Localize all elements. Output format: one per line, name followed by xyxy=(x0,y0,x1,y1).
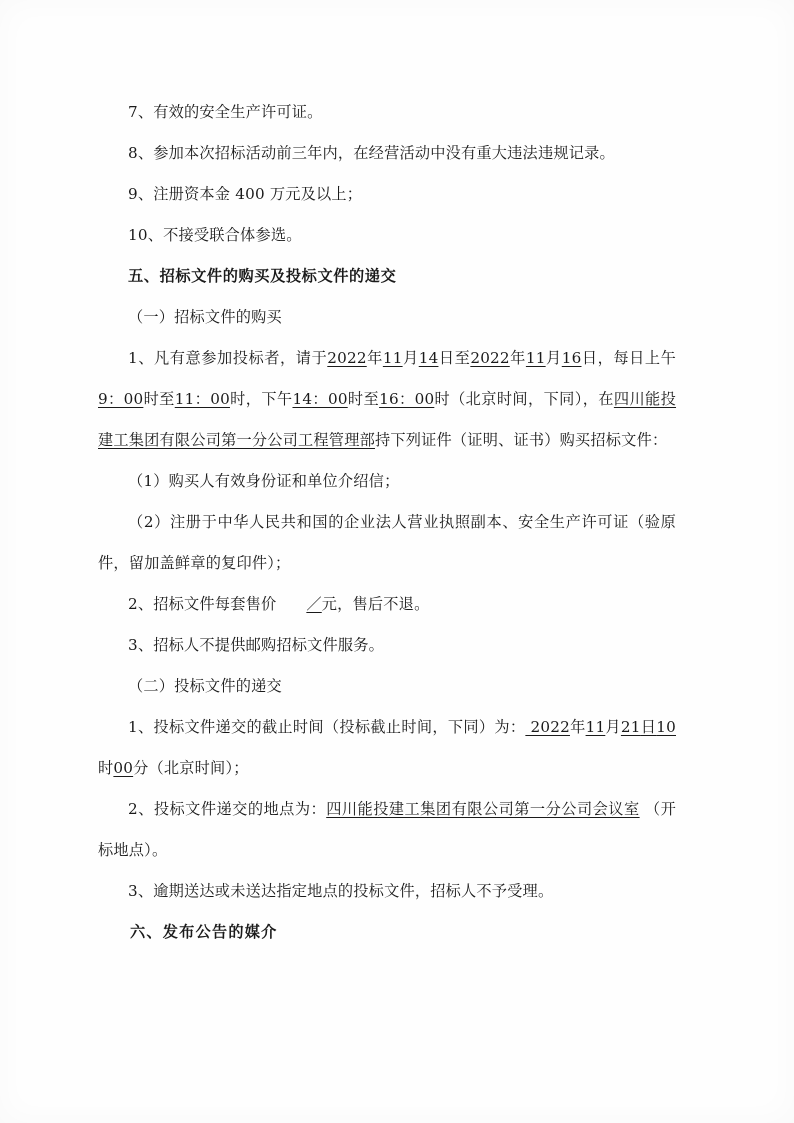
paragraph-section-five-heading xyxy=(98,256,676,297)
underlined-run: 14 xyxy=(418,349,439,367)
paragraph-subsection-one xyxy=(98,297,676,338)
underlined-run: 2022 xyxy=(470,349,510,367)
text-run: 月 xyxy=(605,718,621,736)
paragraph-purchase-item-3 xyxy=(98,625,676,666)
text-run: 9、注册资本金 400 万元及以上； xyxy=(128,185,363,203)
text-run: 日，每日上午 xyxy=(581,349,677,367)
paragraph-item-9 xyxy=(98,174,676,215)
text-run: 年 xyxy=(366,349,383,367)
paragraph-purchase-item-1 xyxy=(98,338,676,461)
text-run: 1、投标文件递交的截止时间（投标截止时间，下同）为： xyxy=(128,718,526,736)
text-run: （1）购买人有效身份证和单位介绍信； xyxy=(128,472,400,490)
text-run: 月 xyxy=(545,349,562,367)
text-run: 时（北京时间，下同），在 xyxy=(434,390,614,408)
underlined-run: 四川能投建工集团有限公司第一分公司会议室 xyxy=(326,800,640,818)
text-run: 8、参加本次招标活动前三年内，在经营活动中没有重大违法违规记录。 xyxy=(128,144,615,162)
underlined-run: 16 xyxy=(561,349,582,367)
paragraph-submit-item-2 xyxy=(98,789,676,871)
text-run: 时 xyxy=(98,759,114,777)
text-run: （一）招标文件的购买 xyxy=(128,308,282,326)
text-run: 年 xyxy=(509,349,526,367)
text-run: 元，售后不退。 xyxy=(321,595,430,613)
document-body xyxy=(98,92,676,953)
underlined-run: 2022 xyxy=(525,718,570,736)
text-run: 3、招标人不提供邮购招标文件服务。 xyxy=(128,636,385,654)
paragraph-subsection-two xyxy=(98,666,676,707)
text-run: 月 xyxy=(402,349,419,367)
paragraph-item-8 xyxy=(98,133,676,174)
underlined-run: 00 xyxy=(113,759,134,777)
text-run: 时至 xyxy=(347,390,380,408)
underlined-run: 10 xyxy=(656,718,676,736)
underlined-run: 2022 xyxy=(327,349,367,367)
text-run: （二）投标文件的递交 xyxy=(128,677,282,695)
text-run: 五、招标文件的购买及投标文件的递交 xyxy=(128,267,397,285)
underlined-run: 11：00 xyxy=(174,390,230,408)
text-run: 3、逾期送达或未送达指定地点的投标文件，招标人不予受理。 xyxy=(128,882,554,900)
text-run: 持下列证件（证明、证书）购买招标文件： xyxy=(374,431,668,449)
text-run: 2、投标文件递交的地点为： xyxy=(128,800,327,818)
text-run: 2、招标文件每套售价 xyxy=(128,595,277,613)
underlined-run: 16：00 xyxy=(379,390,435,408)
paragraph-purchase-doc-2 xyxy=(98,502,676,584)
paragraph-item-7 xyxy=(98,92,676,133)
paragraph-section-six-heading xyxy=(98,912,676,953)
underlined-run: 21 xyxy=(620,718,641,736)
underlined-run: 14：00 xyxy=(292,390,348,408)
paragraph-submit-item-3 xyxy=(98,871,676,912)
text-run: 10、不接受联合体参选。 xyxy=(128,226,302,244)
text-run: 年 xyxy=(569,718,586,736)
text-run: 1、凡有意参加投标者，请于 xyxy=(128,349,328,367)
text-run: （2）注册于中华人民共和国的企业法人营业执照副本、安全生产许可证（验原件，留加盖鲜章的复印件）； xyxy=(98,513,676,572)
underlined-run: 9：00 xyxy=(98,390,144,408)
paragraph-item-10 xyxy=(98,215,676,256)
underlined-run: 11 xyxy=(585,718,606,736)
text-run: 日至 xyxy=(438,349,471,367)
paragraph-purchase-item-2 xyxy=(98,584,676,625)
underlined-run: 四川能投建工集团有限公司第一分公司工程管理部 xyxy=(98,390,677,449)
underlined-run: 11 xyxy=(382,349,403,367)
text-run: 六、发布公告的媒介 xyxy=(130,923,278,941)
paragraph-submit-item-1 xyxy=(98,707,676,789)
text-run: 时，下午 xyxy=(229,390,293,408)
paragraph-purchase-doc-1 xyxy=(98,461,676,502)
text-run: （开标地点）。 xyxy=(98,800,676,859)
fill-in-blank: ／ xyxy=(306,595,322,613)
text-run: 分（北京时间）； xyxy=(133,759,249,777)
underlined-run: 日 xyxy=(640,718,657,736)
text-run: 7、有效的安全生产许可证。 xyxy=(128,103,323,121)
text-run: 时至 xyxy=(143,390,175,408)
underlined-run: 11 xyxy=(525,349,546,367)
